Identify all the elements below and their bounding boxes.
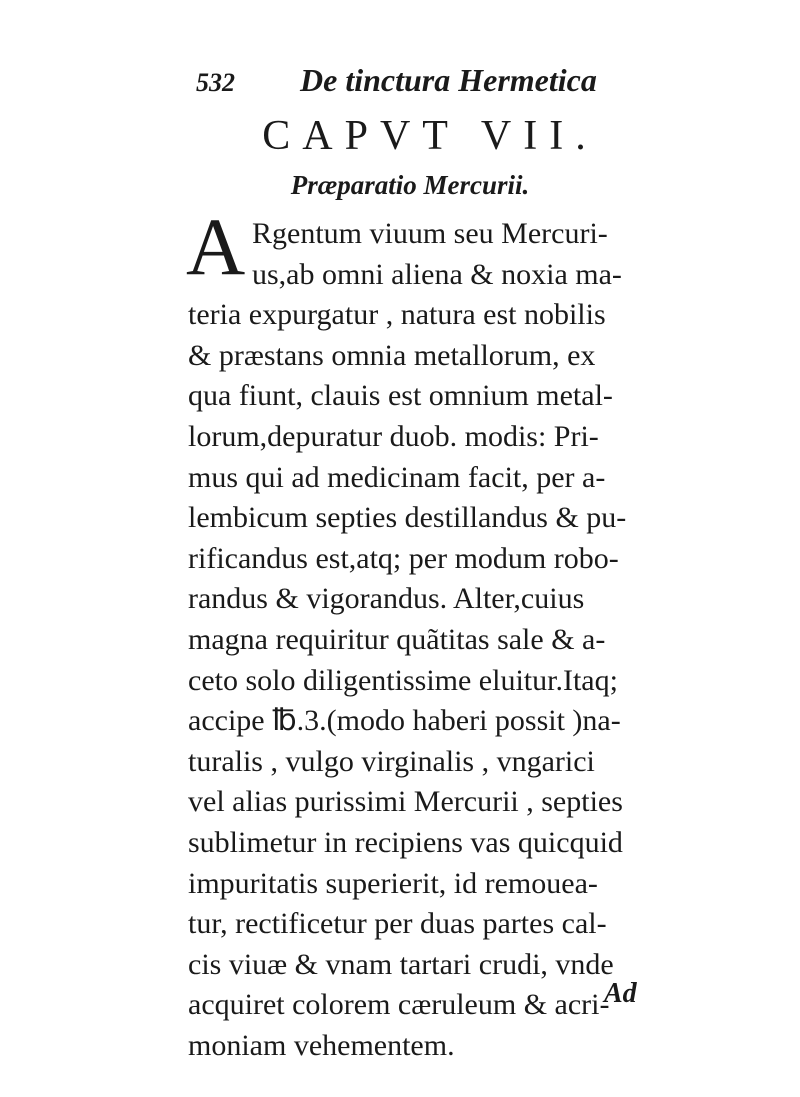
text-line: Rgentum viuum seu Mercuri- — [252, 217, 608, 250]
text-line: us,ab omni aliena & noxia ma- — [252, 257, 622, 291]
section-title: Præparatio Mercurii. — [290, 170, 530, 200]
page-number: 532 — [196, 68, 235, 97]
text-line: acquiret colorem cæruleum & acri- — [188, 988, 610, 1022]
text-line: accipe ℔.3.(modo haberi possit )na- — [188, 704, 621, 738]
running-title: De tinctura Hermetica — [300, 62, 597, 98]
text-line: lembicum septies destillandus & pu- — [188, 501, 627, 535]
text-line: lorum,depuratur duob. modis: Pri- — [188, 419, 599, 453]
text-line: ceto solo diligentissime eluitur.Itaq; — [188, 663, 618, 697]
catchword: Ad — [604, 978, 637, 1009]
running-head — [196, 62, 596, 106]
text-line: teria expurgatur , natura est nobilis — [188, 298, 606, 332]
text-line: impuritatis superierit, id remouea- — [188, 866, 598, 900]
chapter-title: CAPVT VII. — [262, 113, 598, 159]
text-line: moniam vehementem. — [188, 1028, 455, 1062]
text-line: cis viuæ & vnam tartari crudi, vnde — [188, 947, 614, 981]
text-line: qua fiunt, clauis est omnium metal- — [188, 379, 613, 413]
text-line: mus qui ad medicinam facit, per a- — [188, 460, 606, 494]
text-line: rificandus est,atq; per modum robo- — [188, 541, 619, 575]
text-line: tur, rectificetur per duas partes cal- — [188, 907, 607, 941]
text-line: sublimetur in recipiens vas quicquid — [188, 825, 623, 859]
text-line: vel alias purissimi Mercurii , septies — [188, 785, 623, 819]
text-line: turalis , vulgo virginalis , vngarici — [188, 744, 595, 778]
body-text — [188, 214, 628, 1066]
text-line: magna requiritur quãtitas sale & a- — [188, 622, 606, 656]
text-line: randus & vigorandus. Alter,cuius — [188, 582, 585, 616]
drop-cap: A — [186, 201, 246, 292]
text-line: & præstans omnia metallorum, ex — [188, 338, 596, 372]
